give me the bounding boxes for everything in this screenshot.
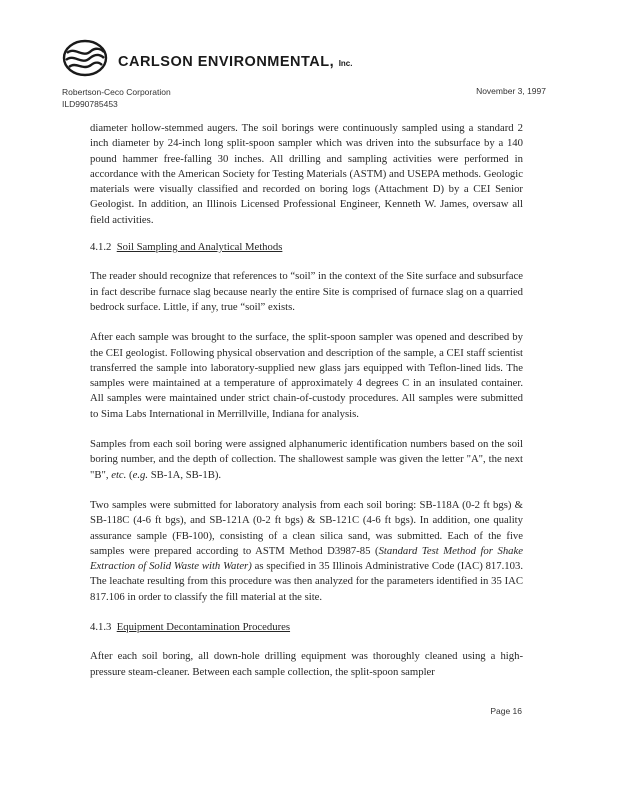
text-segment: Two samples were submitted for laboratory analysis from each soil boring: SB-118A (0-2 ft bgs) & SB-118C (4-6 ft bgs), and SB-121A (0-2 ft bgs) & SB-121C (4-6 ft bgs). In addition, one quality assurance sample (FB-100), consisting of a clean silica sand, was submitted. Each of the five samples were prepared according to ASTM Method D3987-85 ( bbox=[90, 498, 523, 557]
paragraph-decontamination: After each soil boring, all down-hole drilling equipment was thoroughly cleaned using a high-pressure steam-cleaner. Between each sample collection, the split-spoon sampler bbox=[90, 650, 523, 678]
client-block bbox=[62, 86, 171, 110]
text-segment: ( bbox=[126, 468, 133, 481]
company-suffix: Inc. bbox=[338, 59, 353, 68]
paragraph-sample-handling: After each sample was brought to the surface, the split-spoon sampler was opened and described by the CEI geologist. Following physical observation and description of the sample, a CEI staff scientist transferred the sample into laboratory-supplied new glass jars equipped with Teflon-lined lids. The samples were maintained at a temperature of approximately 4 degrees C in an insulated container. All samples were maintained under strict chain-of-custody procedures. All samples were submitted to Sima Labs International in Merrillville, Indiana for analysis. bbox=[90, 331, 523, 420]
document-body bbox=[90, 121, 523, 695]
site-id: ILD990785453 bbox=[62, 99, 118, 109]
section-heading-4-1-3 bbox=[90, 620, 523, 635]
company-name bbox=[118, 54, 352, 70]
page-number: Page 16 bbox=[490, 706, 522, 716]
section-heading-4-1-2 bbox=[90, 240, 523, 255]
text-segment: SB-1A, SB-1B). bbox=[148, 468, 222, 481]
text-italic: e.g. bbox=[132, 468, 149, 481]
document-date: November 3, 1997 bbox=[476, 86, 546, 96]
client-name: Robertson-Ceco Corporation bbox=[62, 87, 171, 97]
company-name-text: CARLSON ENVIRONMENTAL, bbox=[118, 54, 335, 70]
section-title: Soil Sampling and Analytical Methods bbox=[116, 241, 283, 254]
paragraph-sample-ids bbox=[90, 437, 523, 483]
text-italic: etc. bbox=[111, 468, 127, 481]
paragraph-lab-analysis bbox=[90, 498, 523, 605]
text-segment: as specified in 35 Illinois Administrative Code (IAC) 817.103. The leachate resulting from this procedure was then analyzed for the parameters identified in 35 IAC 817.106 in order to classify the fill material at the site. bbox=[90, 560, 523, 603]
text-italic: Standard Test Method for Shake Extraction of Solid Waste with Water) bbox=[90, 544, 523, 573]
paragraph-intro: diameter hollow-stemmed augers. The soil borings were continuously sampled using a standard 2 inch diameter by 24-inch long split-spoon sampler which was driven into the subsurface by a 140 pound hammer free-falling 30 inches. All drilling and sampling activities were performed in accordance with the American Society for Testing Materials (ASTM) and USEPA methods. Geologic materials were visually classified and recorded on boring logs (Attachment D) by a CEI Senior Geologist. In addition, an Illinois Licensed Professional Engineer, Kenneth W. James, oversaw all field activities. bbox=[90, 122, 523, 226]
section-number: 4.1.2 bbox=[90, 241, 112, 254]
text-segment: Samples from each soil boring were assigned alphanumeric identification numbers based on the soil boring number, and the depth of collection. The shallowest sample was given the letter "A", the next "B", bbox=[90, 438, 523, 481]
section-title: Equipment Decontamination Procedures bbox=[116, 621, 291, 634]
paragraph-soil-definition: The reader should recognize that references to “soil” in the context of the Site surface and subsurface in fact describe furnace slag because nearly the entire Site is comprised of furnace slag on a quarried bedrock surface. Little, if any, true “soil” exists. bbox=[90, 270, 523, 313]
company-logo-icon bbox=[61, 38, 109, 78]
section-number: 4.1.3 bbox=[90, 621, 112, 634]
